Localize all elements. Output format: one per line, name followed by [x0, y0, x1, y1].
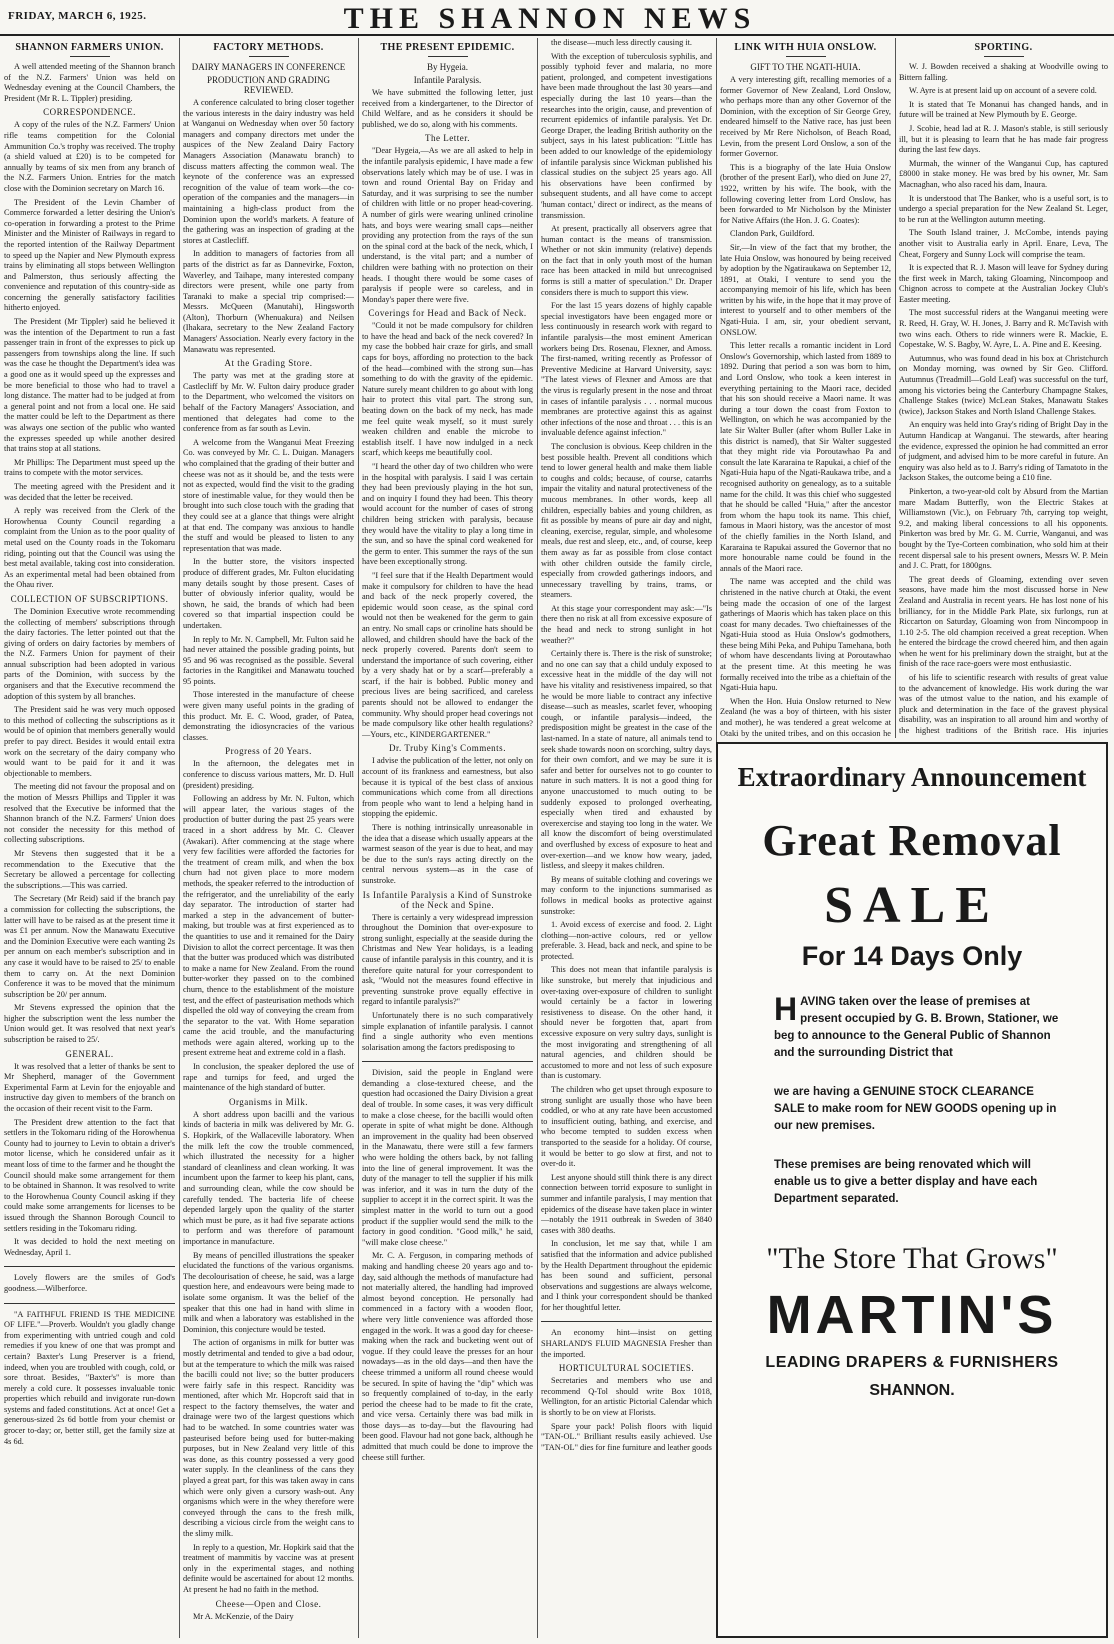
paragraph: A well attended meeting of the Shannon branch of the N.Z. Farmers' Union was held on Wednesday evening at the Council Chambers, the President (Mr R. L. Tippler) presiding.: [4, 62, 175, 103]
paragraph: Pinkerton, a two-year-old colt by Absurd from the Martian mare Madam Butterfly, won the Electric Stakes at Williamstown (Vic.), on February 7th, carrying top weight, 9.2, and making liberal concessions to all his opponents. Pinkerton was bred by Mr. G. M. Currie, Wanganui, and was bought by the Tye-Corteen combination, who sold him at their recent dispersal sale to his present owners, Messrs W. P. Mein and J. C. Pratt, for 1800gns.: [899, 486, 1108, 571]
subheading: GENERAL.: [65, 1048, 114, 1059]
ad-body: [774, 991, 1060, 1062]
heading-rule: [428, 56, 468, 57]
filler-quote: Lovely flowers are the smiles of God's goodness.—Wilberforce.: [4, 1273, 175, 1293]
paragraph: An enquiry was held into Gray's riding of Bright Day in the Autumn Handicap at Wanganui. The stewards, after hearing the evidence, expressed the opinion he had committed an error of judgment, and advised him to be more careful in future. An enquiry was also held as to J. Barry's riding of Tamatoto in the Jackson Stakes, the outcome being a £10 fine.: [899, 420, 1108, 483]
divider: [541, 1321, 712, 1322]
paragraph: There is certainly a very widespread impression throughout the Dominion that over-exposure to strong sunlight, especially at the seaside during the Christmas and New Year holidays, is a leading cause of infantile paralysis in this country, and it is therefore quite natural for your correspondent to ask, "Would not the measures found effective in preventing sunstroke prove equally effective in regard to infantile paralysis?": [362, 912, 533, 1007]
column-epidemic-continued: [541, 38, 712, 1638]
subheading: HORTICULTURAL SOCIETIES.: [558, 1363, 695, 1374]
column-huia-onslow: [720, 38, 891, 738]
column-rule: [537, 38, 538, 1638]
paragraph: When the Hon. Huia Onslow returned to New Zealand (he was a boy of thirteen, with his sister and mother), he was tendered a great welcome at Otaki by the united tribes, and on this occasion he: [720, 696, 891, 738]
paragraph: Sir,—In view of the fact that my brother, the late Huia Onslow, was honoured by being received by adoption by the Ngatiraukawa on September 12, 1891, at Otaki, I venture to send you the accompanying memoir of his life, which has been written by his wife, in the hope that it may prove of interest to yourself and to other members of the Ngati-Huia. I am, sir, your obedient servant, ONSLOW.: [720, 242, 891, 337]
paragraph: W. Ayre is at present laid up on account of a severe cold.: [909, 86, 1097, 96]
subheading: CORRESPONDENCE.: [43, 107, 136, 118]
advertisement-text: Spare your pack! Polish floors with liquid "TAN-OL." Brilliant results easily achieved. Use "TAN-OL" dies for fine furniture and leather goods: [541, 1421, 712, 1452]
paragraph: In the butter store, the visitors inspected produce of different grades, Mr. Fulton elucidating many details sought by those present. Cases of butter of obviously inferior quality, would be shown, he said, the brands of which had been covered so that impartial inspection could be undertaken.: [183, 557, 354, 630]
advertisement-text: "A FAITHFUL FRIEND IS THE MEDICINE OF LIFE."—Proverb. Wouldn't you gladly change from experimenting with untried cough and cold remedies if you knew of one that was prompt and certain? Baxter's Lung Preserver is a friend, indeed, when you are troubled with cough, cold, or sore throat. Besides, "Baxter's" is more than merely a cold cure. It possesses invaluable tonic properties which rebuild and invigorate run-down systems and faded constitutions. Act at once! Get a generous-sized 2s 6d bottle from your chemist or grocer to-day; or, better still, get the family size at 4s 6d.: [4, 1309, 175, 1446]
paragraph: Mr Stevens expressed the opinion that the higher the subscription went the less number the Union would get. It was resolved that next year's subscription be raised to 25/.: [4, 1003, 175, 1045]
paragraph: The South Island trainer, J. McCombe, intends paying another visit to Australia early in April. Enare, Leva, The Cheat, Forgery and Sunny Lock will comprise the team.: [899, 228, 1108, 259]
paragraph: The meeting agreed with the President and it was decided that the letter be received.: [4, 481, 175, 502]
paragraph: A very interesting gift, recalling memories of a former Governor of New Zealand, Lord Onslow, who perhaps more than any other Governor of the Dominion, with the exception of Sir George Grey, endeared himself to the Native race, has just been received by Mr Rere Nicholson, of Beach Road, Levin, from the present Lord Onslow, a son of the former Governor.: [720, 75, 891, 159]
subheading: At the Grading Store.: [224, 358, 313, 369]
paragraph: Mr. C. A. Ferguson, in comparing methods of making and handling cheese 20 years ago and to-day, said although the methods of manufacture had not materially altered, the handling had improved almost beyond conception. He personally had commenced in a factory with a wooden floor, where very little convenience was afforded those engaged in the work. It was a good day for cheese-making when the rack and bucketing went out of vogue. If they could leave the presses for an hour nowadays—as in the old days—and then have the cheese trimmed a uniform all round cheese would be secured. In spite of having the "dip" which was so frequently complained of to-day, in the early period the cheese had to be made to fit the crate, and vice versa. Certainly there was bad milk in those days—as to-day—but the flavouring had been good. Flavour had not gone back, although he admitted that much could be done to improve the cheese still further.: [362, 1251, 533, 1462]
ad-slogan: "The Store That Grows": [766, 1242, 1058, 1275]
paragraph: Secretaries and members who use and recommend Q-Tol should write Box 1018, Wellington, for an artistic Pictorial Calendar which is shortly to be on view at Florists.: [541, 1376, 712, 1418]
subheading: GIFT TO THE NGATI-HUIA.: [750, 62, 861, 72]
paragraph: Mr Phillips: The Department must speed up the trains to compete with the motor services.: [4, 457, 175, 478]
paragraph: Those interested in the manufacture of cheese were given many useful points in the grading of this product. Mr. E. C. Wood, grader, of Patea, demonstrating the idiosyncracies of the various classes.: [183, 690, 354, 742]
article-heading: SPORTING.: [974, 42, 1033, 53]
article-heading: THE PRESENT EPIDEMIC.: [380, 42, 515, 53]
paragraph: In reply to Mr. N. Campbell, Mr. Fulton said he had never attained the possible grading points, but 95 and 96 was recognised as the possible. Several factories in the Rangitikei and Manawatu touched 95 points.: [183, 634, 354, 686]
subheading: DAIRY MANAGERS IN CONFERENCE: [191, 62, 346, 72]
column-sporting: [899, 38, 1108, 738]
paragraph: of his life to scientific research with results of great value to the advancement of knowledge. His work during the war was of the utmost value to the nation, and his example of pluck and determination in the face of the gravest physical disability, was an inspiration to all around him and worthy of the highest traditions of the British race. His injuries: [899, 673, 1108, 736]
article-heading: LINK WITH HUIA ONSLOW.: [734, 42, 877, 53]
paragraph: A welcome from the Wanganui Meat Freezing Co. was conveyed by Mr. C. L. Duigan. Managers who complained that the grading of their butter and cheese was not as it should be, and the tests were not as expected, would find the visit to the grading store of inestimable value, for they would then be brought into such close touch with the grading that they could see at a glance that things were alright at that end. The company was anxious to handle the stuff and would be pleased to listen to any representation that was made.: [183, 437, 354, 553]
ad-sale-text: we are having a GENUINE STOCK CLEARANCE SALE to make room for NEW GOODS opening up in our new premises.: [774, 1086, 1057, 1132]
column-rule: [358, 38, 359, 1638]
newspaper-title: THE SHANNON NEWS: [343, 2, 757, 35]
paragraph: At present, practically all observers agree that human contact is the means of transmission. Whether or not skin immunity (relative) depends on the fact that in only youth most of the human race has been attacked in mild but unrecognised forms is still a matter of speculation." Dr. Draper considers there is much to support this view.: [541, 224, 712, 297]
masthead: [0, 0, 1114, 36]
heading-rule: [786, 56, 826, 57]
paragraph: A copy of the rules of the N.Z. Farmers' Union rifle teams competition for the Colonial Ammunition Co.'s trophy was received. The trophy (a shield valued at £20) is to be competed for annually by teams of six men from any branch of the N.Z. Farmers Union. Entries for the match close with the Dominion secretary on March 16.: [4, 120, 175, 193]
paragraph: With the exception of tuberculosis syphilis, and possibly typhoid fever and malaria, no more patient, prolonged, and competent investigations have been made throughout the last 30 years—and especially during the last 10 years—than the researches into the origin, cause, and prevention of recurrent epidemics of infantile paralysis. Yet Dr. George Draper, the leading British authority on the subject, says in his latest publication: "Little has been added to our knowledge of the epidemiology of infantile paralysis since Wickman published his classical studies on the subject 25 years ago. All his observations have been confirmed by subsequent students, and all have come to accept 'human contact,' direct or indirect, as the means of transmission.: [541, 51, 712, 220]
column-farmers-union: [4, 38, 175, 1638]
paragraph: 1. Avoid excess of exercise and food. 2. Light clothing—non-active colours, red or yellow preferable. 3. Head, back and neck, and spine to be protected.: [541, 920, 712, 961]
paragraph: At this stage your correspondent may ask:—"Is there then no risk at all from excessive exposure of the head and neck to strong sunlight in hot weather?": [541, 603, 712, 645]
paragraph: the disease—much less directly causing it.: [551, 38, 693, 47]
article-heading: FACTORY METHODS.: [213, 42, 324, 53]
paragraph: There is nothing intrinsically unreasonable in the idea that a disease which usually appears at the warmest season of the year is due to heat, and may be due to the sun's rays acting directly on the central nervous system—as in the case of sunstroke.: [362, 823, 533, 885]
paragraph: In the afternoon, the delegates met in conference to discuss various matters, Mr. D. Hull (president) presiding.: [183, 759, 354, 790]
byline: By Hygeia.: [427, 62, 468, 72]
column-present-epidemic: [362, 38, 533, 1638]
ad-town: SHANNON.: [869, 1382, 955, 1399]
paragraph: Following an address by Mr. N. Fulton, which will appear later, the various stages of the production of butter during the past 25 years were traced in a short address by Mr. C. Cleaver (Awakari). After commencing at the stage where very few facilities were afforded the factories for the treatment of cream milk, and when the box churn had not given place to more modern methods, the speaker referred to the introduction of the refrigerator, and the unreliability of the early day separator. The introduction of starter had marked a step in the advancement of butter-making, but trouble was at first experienced as to the quantities to use and it remained for the Dairy Division to allot the correct percentage. It was then that the butter was produced which was distributed to make a name for New Zealand. From the round butter-worker they passed on to the combined churn, thence to the establishment of the moisture test, and the effect of pasteurisation methods which dispelled the old way of conveying the cream from the separator to the vat. With Home separation came the acid trouble, and the manufacturing methods were again altered, working up to the present extreme heat and extreme cold in a flash.: [183, 794, 354, 1058]
paragraph: The most successful riders at the Wanganui meeting were R. Reed, H. Gray, W. H. Jones, J. Barry and R. McTavish with two wins each. Others to ride winners were R. Mackie, E. Copestake, W. S. Bagby, W. Ayre, L. A. Pine and E. Keesing.: [899, 308, 1108, 350]
paragraph: Murmah, the winner of the Wanganui Cup, has captured £8000 in stake money. He was bred by his owner, Mr. Sam Macnaghan, who also raced his dam, Inaura.: [899, 158, 1108, 189]
ad-store-name: MARTIN'S: [766, 1285, 1058, 1345]
paragraph: Certainly there is. There is the risk of sunstroke; and no one can say that a child unduly exposed to excessive heat in the middle of the day will not have his vitality and resistiveness impaired, so that he would be more liable to contract any infective disease—such as measles, scarlet fever, whooping cough, or infantile paralysis—indeed, the predisposition might be greatest in the case of the last-named. In a state of nature, all animals tend to seek shade towards noon on scorching, sultry days, for their own comfort, and we may be sure it is safer and better for ourselves not to go counter to nature in such matters. It is not a good thing for anyone unaccustomed to much outing to be suddenly exposed to prolonged overheating, especially when tired and exhausted by overexercise and staying too long in the water. We all know the discomfort of being overstimulated and overflushed by excess of exposure to heat and over-exertion—and we know how weary, jaded, listless, and sleepy it makes children.: [541, 649, 712, 871]
subheading: Infantile Paralysis.: [413, 75, 482, 85]
ad-headline: Great Removal: [762, 816, 1062, 865]
paragraph: "Dear Hygeia,—As we are all asked to help in the infantile paralysis epidemic, I have made a few observations lately which may be of use. I was in town and round Oriental Bay on Friday and Saturday, and it was surprising to see the number of children with little or no proper head-covering. A number of girls were wearing unlined crinoline hats, and boys were wearing small caps—neither providing any protection from the rays of the sun on the spinal cord at the back of the neck, which, I understand, is the vital part; and a number of children were bathing with no protection on their heads. I thought there would be some cases of paralysis if people were so careless, and in Monday's paper there were five.: [362, 146, 533, 304]
paragraph: "I feel sure that if the Health Department would make it compulsory for children to have the head and back of the neck properly covered, the epidemic would soon cease, as the spinal cord would not then be weakened for the germ to gain an entry. No small caps or crinoline hats should be allowed, and children should have the back of the neck properly covered. Parents don't seem to understand the importance of such covering, either by a very shady hat or by a scarf—preferably a scarf, if the hair is bobbed. Public money and precious lives are being sacrificed, and careless parents should not be allowed to endanger the community. Why should proper head coverings not be made compulsory like other health regulations?—Yours, etc., KINDERGARTENER.": [362, 570, 533, 739]
paragraph: This is a biography of the late Huia Onslow (brother of the present Earl), who died on June 27, 1922, written by his wife. The book, with the following covering letter from Lord Onslow, has been forwarded to Mr Nicholson by the Minister for Native Affairs (the Hon. J. G. Coates):: [720, 162, 891, 225]
paragraph: We have submitted the following letter, just received from a kindergartener, to the Director of Child Welfare, and as he considers it should be published, we do so, along with his comments.: [362, 88, 533, 129]
paragraph: The great deeds of Gloaming, extending over seven seasons, have made him the most discussed horse in New Zealand and Australia in recent years. He has lost none of his brilliancy, for in the Middle Park Plate, six furlongs, run at Riccarton on Saturday, Gloaming won from Nincompoop in 1.10 2-5. The old champion received a great reception. When he entered the birdcage the crowd cheered him, and then again when he went for his preliminary down the straight, but at the finish of the race race-goers were most enthusiastic.: [899, 574, 1108, 669]
paragraph: It was resolved that a letter of thanks be sent to Mr Shepherd, manager of the Government Experimental Farm at Levin for the enjoyable and instructive day given to members of the branch on the occasion of their recent visit to the Farm.: [4, 1061, 175, 1114]
subheading: Cheese—Open and Close.: [215, 1598, 322, 1609]
martins-advertisement: [716, 742, 1108, 1638]
paragraph: W. J. Bowden received a shaking at Woodville owing to Bittern falling.: [899, 62, 1108, 82]
paragraph: The Dominion Executive wrote recommending the collecting of members' subscriptions through the dairy factories. The letter pointed out that the giving of orders on dairy factories by members of the N.Z. Farmers Union for payment of their annual subscription had been adopted in various parts of the Dominion, with success by the organisers and that the Executive recommend the adoption of this system by all branches.: [4, 606, 175, 701]
paragraph: Division, said the people in England were demanding a close-textured cheese, and the question had occasioned the Dairy Division a great deal of trouble. In some cases, it was very difficult to make a close cheese, for the bacilli would often operate in spite of what might be done. Although an improvement in the quality had been observed in the Manawatu, there were still a few farmers who were holding the others back, by not falling into the line of general improvement. It was the duty of the manager to tell the supplier if his milk was inferior, and it was in turn the duty of the supplier to accept it in the correct spirit. It was the simplest matter in the world to turn out a good product if the supplier would send the milk to the factory in good condition. "Good milk," he said, "will make close cheese.": [362, 1068, 533, 1247]
subheading: Is Infantile Paralysis a Kind of Sunstroke of the Neck and Spine.: [362, 889, 533, 910]
paragraph: In conclusion, the speaker deplored the use of rape and turnips for feed, and urged the maintenance of the high standard of butter.: [183, 1062, 354, 1093]
paragraph: The meeting did not favour the proposal and on the motion of Messrs Phillips and Tippler it was resolved that the Executive be informed that the Shannon branch of the N.Z. Farmers' Union does not consider the necessity for this method of collecting subscriptions.: [4, 782, 175, 845]
paragraph: The President drew attention to the fact that settlers in the Tokomaru riding of the Horowhenua County had to journey to Levin to obtain a driver's motor license, which he considered unfair as it meant loss of time to the farmer and he thought the Council should make some arrangement for them to be obtained in Shannon. It was resolved to write to the Horowhenua County Council asking if they could make some arrangements for licenses to be issued through the Shannon Borough Council to settlers residing in the Tokomaru riding.: [4, 1117, 175, 1233]
paragraph: For the last 15 years dozens of highly capable special investigators have been engaged more or less continuously in research work with regard to infantile paralysis—the most eminent American workers being Drs. Rosenau, Flexner, and Amoss. The first-named, writing recently as Professor of Preventive Medicine at Harvard University, says: "The latest views of Flexner and Amoss are that the virus is regularly present in the nose and throat in cases of infantile paralysis . . . normal mucous membranes are protective against this as against other infections of the nose and throat . . . this is an invaluable defence against infection.": [541, 301, 712, 438]
subheading: PRODUCTION AND GRADING REVIEWED.: [206, 75, 330, 95]
paragraph: A reply was received from the Clerk of the Horowhenua County Council regarding a complaint from the Union as to the poor quality of metal used on the County roads in the Tokomaru riding, pointing out that the Council was using the best metal available, taking cost into consideration. As an experimental metal had been obtained from the Ohau river.: [4, 506, 175, 590]
divider: [362, 1061, 533, 1062]
ad-announcement: Extraordinary Announcement: [737, 762, 1087, 792]
paragraph: The name was accepted and the child was christened in the native church at Otaki, the event being made the occasion of one of the largest gatherings of Maoris which has taken place on this coast for many decades. Two chieftainesses of the Ngati-Huia stood as Huia Onslow's godmothers, these being Mihi Peka, and Puhipu Tamehana, both of whom have descendants living at Poroutawhao at the present time. At this meeting he was formally received into the tribe as a chieftain of the Ngati-Huia hapu.: [720, 577, 891, 693]
paragraph: By means of pencilled illustrations the speaker elucidated the functions of the various organisms. The decolourisation of cheese, he said, was a large question here, and endeavours were being made to isolate some organism. It was the belief of the speaker that this one had in hand with slime in milk and when a laboratory was established in the Dominion, this conjecture would be tested.: [183, 1250, 354, 1334]
ad-body-text: AVING taken over the lease of premises at present occupied by G. B. Brown, Stationer, we beg to announce to the General Public of Shannon and the surrounding District that: [774, 996, 1059, 1059]
subheading: COLLECTION OF SUBSCRIPTIONS.: [10, 593, 169, 604]
paragraph: "Could it not be made compulsory for children to have the head and back of the neck covered? In my case the bobbed hair craze for girls, and small caps for boys, affording no protection to the back of the head—combined with the strong sun—has something to do with the gravity of the epidemic. Nature surely meant children to go about with long hair to protect this vital part. The strong sun, beating down on the back of my neck, has made me feel quite weak myself, so it must surely weaken children and enable the microbe to establish itself. I have now indulged in a neck scarf, which keeps me beautifully cool.: [362, 321, 533, 458]
issue-date: FRIDAY, MARCH 6, 1925.: [8, 10, 147, 22]
paragraph: It is expected that R. J. Mason will leave for Sydney during the first week in March, taking Gloaming, Nincompoop and Chignon across to compete at the Australian Jockey Club's Easter meeting.: [899, 263, 1108, 304]
paragraph: The children who get upset through exposure to strong sunlight are usually those who have been coddled, or who at any rate have been accustomed to insufficient outing, bathing, and exercise, and who become tempted to sudden excess when transported to the seaside for a holiday. Of course, it would be better to go slow at first, and not to over-do it.: [541, 1085, 712, 1169]
divider: [4, 1303, 175, 1304]
paragraph: A short address upon bacilli and the various kinds of bacteria in milk was delivered by Mr. G. S. Hopkirk, of the Wallaceville laboratory. When the milk left the cow the trouble commenced, which illustrated the necessity for a higher standard of cleanliness and clean working. It was incumbent upon the farmer to keep his plant, cans, and surrounding clean, while the cow should be carefully tended. The bacteria life of cheese depended largely upon the quality of the starter which must be pure, as it had five separate actions to perform and was therefore of paramount importance in manufacture.: [183, 1109, 354, 1246]
subheading: Organisms in Milk.: [228, 1096, 309, 1107]
subheading: Progress of 20 Years.: [225, 746, 312, 757]
ad-store-type: LEADING DRAPERS & FURNISHERS: [765, 1354, 1059, 1371]
paragraph: In conclusion, let me say that, while I am satisfied that the information and advice published by the Health Department throughout the epidemic has been sound and sufficient, personal observations and suggestions are always welcome, and I think your correspondent should be thanked for her thoughtful letter.: [541, 1239, 712, 1312]
paragraph: Autumnus, who was found dead in his box at Christchurch on Monday morning, was owned by Sir Geo. Clifford. Autumnus (Treadmill—Gold Leaf) was successful on the turf, among his victories being the Canterbury Champagne Stakes, Challenge Stakes (twice) McLean Stakes, Manawatu Stakes (twice), Jackson Stakes and North Island Challenge Stakes.: [899, 353, 1108, 416]
paragraph: The President of the Levin Chamber of Commerce forwarded a letter desiring the Union's co-operation in forwarding a protest to the Prime Minister and the Minister of Railways in regard to the reported intention of the Railway Department to speed up the Napier and New Plymouth express trains by eliminating all stops between Wellington and Palmerston, thus seriously affecting the convenience and reputation of this country-side as concerning the generally satisfactory facilities hitherto enjoyed.: [4, 197, 175, 313]
drop-cap: H: [774, 991, 798, 1027]
heading-rule: [249, 56, 289, 57]
paragraph: Mr Stevens then suggested that it be a recommendation to the Executive that the Secretary be allowed a percentage for collecting the subscriptions.—This was carried.: [4, 848, 175, 890]
paragraph: It is understood that The Banker, who is a useful sort, is to undergo a special preparation for the New Zealand St. Leger, to be run at the Wellington autumn meeting.: [899, 193, 1108, 224]
subheading: Dr. Truby King's Comments.: [389, 743, 506, 754]
column-factory-methods: [183, 38, 354, 1638]
paragraph: Clandon Park, Guildford.: [730, 229, 815, 239]
paragraph: J. Scobie, head lad at R. J. Mason's stable, is still seriously ill, but it is pleasing to learn that he has made fair progress during the last few days.: [899, 123, 1108, 155]
paragraph: This letter recalls a romantic incident in Lord Onslow's Governorship, which lasted from 1889 to 1892. During that period a son was born to him, and Lord Onslow, who took a keen interest in everything pertaining to the Maori race, decided that his son should receive a Maori name. It was during a tour down the coast from Foxton to Wellington, on which he was accompanied by the late Sir Walter Buller (after whom Buller Lake in this district is named), that Sir Walter suggested that they might ride via Poroutawhao Pa and consult the late Kararaina te Rapukai, a chief of the Ngati-Huia hapu of the Ngati-Raukawa tribe, and a recognised authority on genealogy, as to a suitable name for the child. It was this chief who suggested that he should be called "Huia," after the ancestor from whom the hapu took its name. This chief, famous in Maori history, was the ancestor of most of the chiefly families in the North Island, and Kararaina te Rapukai assured the Governor that no more honourable name could be found in the annals of the Maori race.: [720, 341, 891, 573]
advertisement-text: An economy hint—insist on getting SHARLAND'S FLUID MAGNESIA Fresher than the imported.: [541, 1328, 712, 1359]
paragraph: Unfortunately there is no such comparatively simple explanation of infantile paralysis. I cannot find a single authority who even mentions solarisation among the factors predisposing to: [362, 1010, 533, 1052]
paragraph: In reply to a question, Mr. Hopkirk said that the treatment of mammitis by vaccine was at present only in the experimental stages, and nothing definite would be ascertained for about 12 months. At present he had no faith in the method.: [183, 1542, 354, 1594]
paragraph: By means of suitable clothing and coverings we may conform to the injunctions summarised as follows in medical books as protective against sunstroke:: [541, 874, 712, 916]
heading-rule: [70, 56, 110, 57]
column-rule: [179, 38, 180, 1638]
heading-rule: [984, 56, 1024, 57]
subheading: Coverings for Head and Back of Neck.: [368, 308, 527, 319]
paragraph: It was decided to hold the next meeting on Wednesday, April 1.: [4, 1237, 175, 1257]
paragraph: The conclusion is obvious. Keep children in the best possible health. Prevent all conditions which tend to lower general health and make them liable to coughs and colds; because, of course, catarrhs impair the vitality and natural protectiveness of the mucous membranes. In other words, keep all children, especially babies and young children, as fit as possible by means of pure air day and night, cleaning, exercise, regular, simple, and wholesome meals, due rest and sleep, etc., and, of course, keep them away as far as possible from close contact with other children outside the family circle, especially from crowded gatherings indoors, and unnecessary travelling by trains, trams, or steamers.: [541, 441, 712, 600]
paragraph: This does not mean that infantile paralysis is like sunstroke, but merely that injudicious and over-taxing over-exposure of children to sunlight would certainly be a factor in lowering resistiveness to disease. On the other hand, it should never be forgotten that, apart from excessive exposure on very sultry days, sunlight is the most invigorating and strengthening of all natural agencies, and children should be accustomed to more and not less of such exposure than is customary.: [541, 965, 712, 1081]
paragraph: The Secretary (Mr Reid) said if the branch pay a commission for collecting the subscriptions, the latter will have to be raised as at the present time it was £1 per annum. Now the Manawatu Executive and the Dominion Executive were each wanting 2s per annum on each member's subscription and in any case it would have to be raised to 25/ to enable them to carry on. At the next Dominion Conference it was to be moved that the minimum subscription be 20/ per annum.: [4, 894, 175, 999]
paragraph: The President said he was very much opposed to this method of collecting the subscriptions as it would be of opinion that members generally would prefer to pay direct. Besides it would entail extra work on the secretary of the dairy company who would want to be paid for it and it was objectionable to members.: [4, 705, 175, 778]
divider: [4, 1266, 175, 1267]
paragraph: Mr A. McKenzie, of the Dairy: [193, 1611, 294, 1621]
paragraph: The action of organisms in milk for butter was mostly detrimental and tended to give a bad odour, but at the temperature to which the milk was raised the bacilli could not live; so the butter producers were fairly safe in this respect. Rancidity was mentioned, after which Mr. Hopcroft said that in respect to the factory themselves, the water and drainage were two of the largest questions which had to be watched. In some countries water was pasteurised before being used for butter-making purposes, but in New Zealand very little of this was done, as this country possessed a very good water supply. In the cleanliness of the cans they played a great part, for this was taken away in cans which were only given a cursory wash-out. Any organisms which were in the whey therefore were conveyed through the cans to the fresh milk, describing a vicious circle from the weight cans to the slimy milk.: [183, 1338, 354, 1538]
paragraph: In addition to managers of factories from all parts of the district as far as Dannevirke, Foxton, Waverley, and Taihape, many interested company directors were present, while one party from Taranaki to make a special trip comprised:—Messrs. McQueen (Manutahi), Hingsworth (Alton), Thorburn (Whenuakura) and Neilsen (Ihakara, secretary to the New Zealand Factory Managers' Association. Nearly every factory in the Manawatu was represented.: [183, 249, 354, 354]
paragraph: "I heard the other day of two children who were in the hospital with paralysis. I said I was certain they had been previously playing in the hot sun, and on inquiry I found they had been. This theory would account for the number of cases of strong children being stricken with paralysis, because they would have the vitality to play a long time in the sun, and so have the spinal cord weakened for the germ to enter. This summer the rays of the sun have been exceptionally strong.: [362, 462, 533, 567]
article-heading: SHANNON FARMERS UNION.: [15, 42, 164, 53]
subheading: The Letter.: [425, 133, 470, 144]
column-rule: [895, 38, 896, 738]
paragraph: I advise the publication of the letter, not only on account of its frankness and earnestness, but also because it is typical of the best class of anxious communications which come from all directions from people who want to lend a helping hand in stopping the epidemic.: [362, 756, 533, 819]
paragraph: A conference calculated to bring closer together the various interests in the dairy industry was held at Wanganui on Wednesday when over 50 factory managers and company directors met under the auspices of the New Zealand Dairy Factory Managers Association (Manawatu branch) to discuss matters affecting the common weal. The keynote of the conference was an expressed recognition of the value of team work—the co-operation of the companies and the managers—in maintaining a high-class product from the Dominion upon the world's markets. A feature of the gathering was an inspection of grading at the stores at Castlecliff.: [183, 98, 354, 245]
paragraph: It is stated that Te Monanui has changed hands, and in future will be trained at New Plymouth by E. George.: [899, 99, 1108, 120]
paragraph: The party was met at the grading store at Castlecliff by Mr. W. Fulton dairy produce grader to the Department, who welcomed the visitors on behalf of the Factory Managers' Association, and mentioned that delegates had come to the conference from as far south as Levin.: [183, 371, 354, 434]
ad-duration: For 14 Days Only: [801, 941, 1023, 971]
paragraph: The President (Mr Tippler) said he believed it was the intention of the Department to run a fast passenger train in front of the expresses to pick up passengers from townships along the line. If such was the case he thought the Department's idea was a good one as it would speed up the expresses and be more beneficial to those who had to travel a long distance. The matter had to be judged at from a general point and not from a local one. He said the matter could be left to the Department as there was always one section of the public who wanted the expresses speeded up while another desired that trains stop at all stations.: [4, 317, 175, 454]
paragraph: Lest anyone should still think there is any direct connection between torrid exposure to sunlight in summer and infantile paralysis, I may mention that epidemics of the disease have taken place in winter—notably the 1911 outbreak in Sweden of 3840 cases with 380 deaths.: [541, 1172, 712, 1235]
ad-renovation-text: These premises are being renovated which will enable us to give a better display and have each Department separated.: [774, 1159, 1038, 1205]
ad-sale: SALE: [824, 877, 1000, 934]
